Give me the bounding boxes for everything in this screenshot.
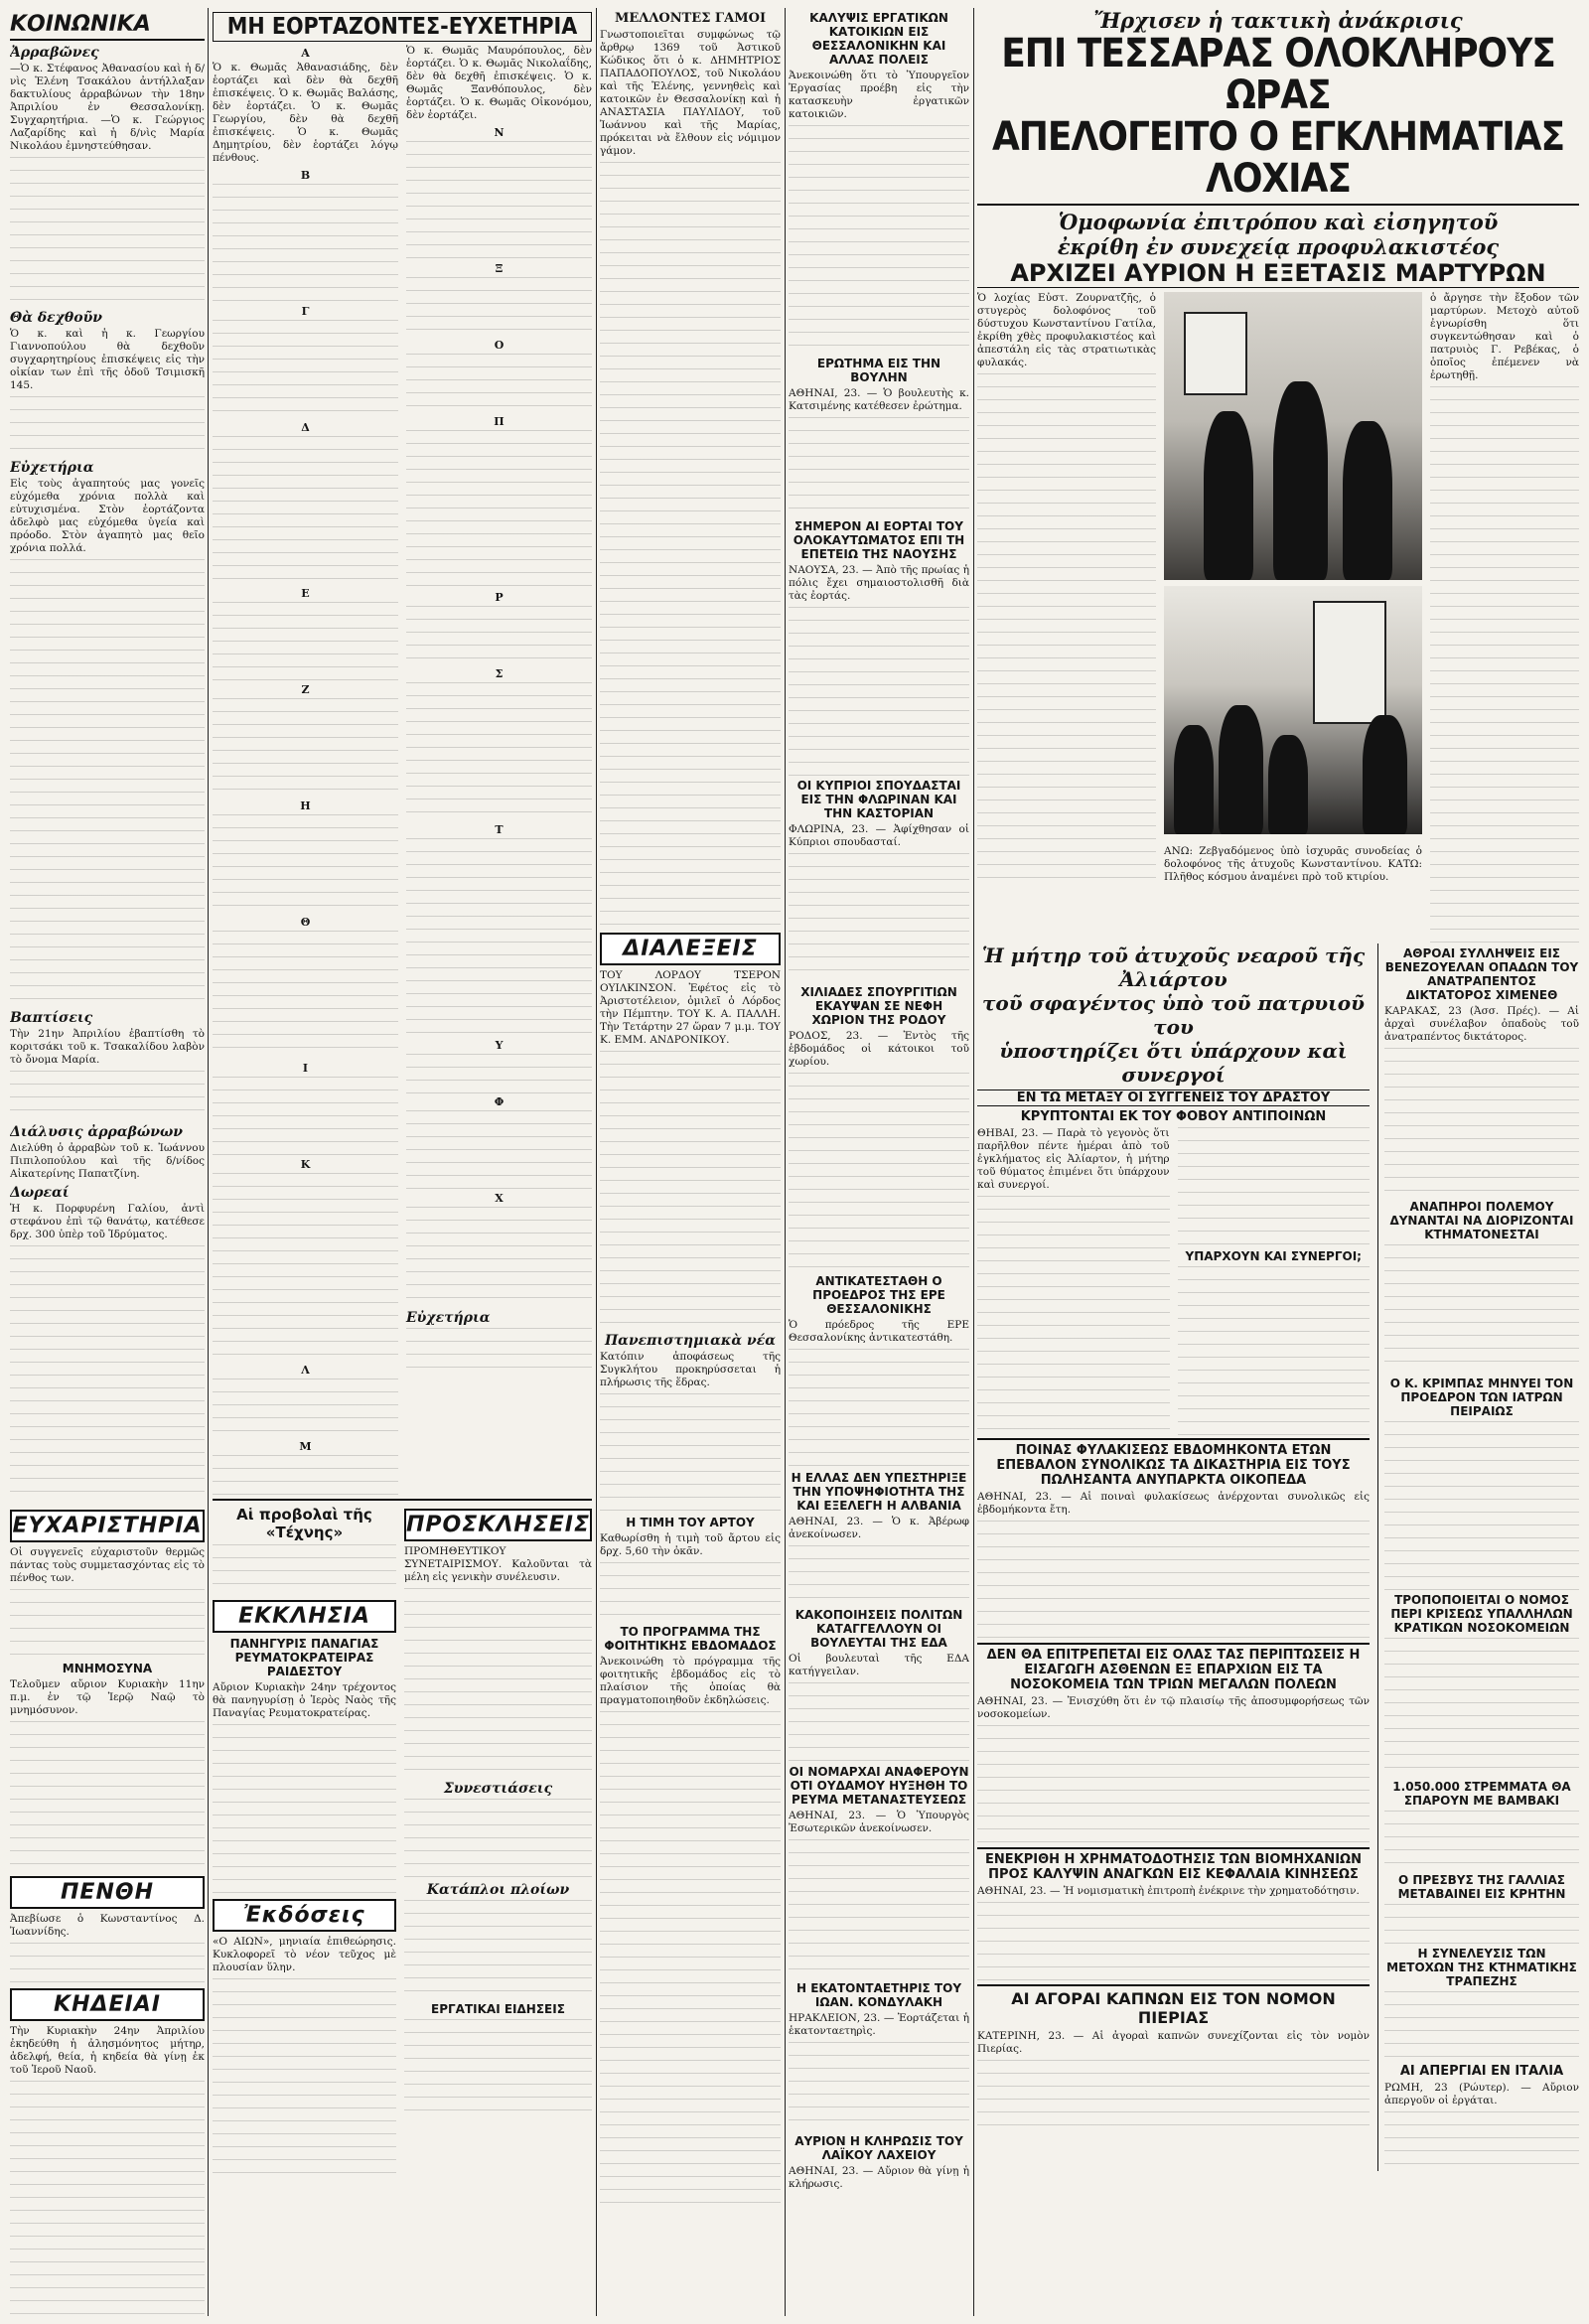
eux-text: Εἰς τοὺς ἀγαπητούς μας γονεῖς εὐχόμεθα χρόνια πολλὰ καὶ εὐτυχισμένα. Στὸν ἐορτάζοντα ἀδελφὸ μας εὐχόμεθα ὑγεία καὶ πρόοδο. Στὸν ἀγαπητὸ μας θεῖο χρόνια πολλά.	[10, 478, 205, 554]
text-block	[1384, 1048, 1579, 1197]
lottery-title: ΑΥΡΙΟΝ Η ΚΛΗΡΩΣΙΣ ΤΟΥ ΛΑΪΚΟΥ ΛΑΧΕΙΟΥ	[794, 2134, 963, 2162]
letter-heading: Φ	[494, 1095, 505, 1109]
letter-heading: Π	[494, 415, 505, 429]
text-block	[406, 1328, 592, 1368]
text-block	[10, 1071, 205, 1120]
text-block	[1384, 1421, 1579, 1590]
letter-heading: Μ	[299, 1440, 312, 1454]
publications-title: Ἐκδόσεις	[213, 1899, 396, 1932]
letter-heading: Ξ	[495, 262, 504, 276]
eux2-title: Εὐχετήρια	[406, 1310, 491, 1327]
text-block	[406, 277, 592, 337]
thanks-text: Οἱ συγγενεῖς εὐχαριστοῦν θερμῶς πάντας τοὺς συμμετασχόντας εἰς τὸ πένθος των.	[10, 1546, 205, 1584]
text-block	[404, 1900, 592, 1999]
question-title: ΕΡΩΤΗΜΑ ΕΙΣ ΤΗΝ ΒΟΥΛΗΝ	[816, 357, 941, 384]
lectures-title: ΔΙΑΛΕΞΕΙΣ	[600, 933, 781, 965]
nameday-right	[406, 45, 592, 1495]
text-block	[789, 1839, 969, 1978]
text-block	[10, 1589, 205, 1659]
engagements-text: —Ὁ κ. Στέφανος Ἀθανασίου καὶ ἡ δ/νὶς Ἑλένη Τσακάλου ἀντήλλαξαν δακτυλίους ἀρραβώνων τὴν 18ην Ἀπριλίου ἐν Θεσσαλονίκῃ. Συγχαρητήρια. —Ὁ κ. Γεώργιος Λαζαρίδης καὶ ἡ δ/νὶς Μαρία Νικολάου ἐμνηστεύθησαν.	[10, 63, 205, 152]
letter-heading: Β	[300, 169, 311, 183]
text-block	[404, 2019, 592, 2118]
text-block	[406, 141, 592, 260]
text-block	[977, 1725, 1370, 1844]
prefects-title: ΟΙ ΝΟΜΑΡΧΑΙ ΑΝΑΦΕΡΟΥΝ ΟΤΙ ΟΥΔΑΜΟΥ ΗΥΞΗΘΗ ΤΟ ΡΕΥΜΑ ΜΕΤΑΝΑΣΤΕΥΣΕΩΣ	[789, 1765, 969, 1807]
cypriot-text: ΦΛΩΡΙΝΑ, 23. — Ἀφίχθησαν οἱ Κύπριοι σπουδασταί.	[789, 823, 969, 848]
letter-heading: Ζ	[301, 683, 310, 697]
main-headline-2: ΑΠΕΛΟΓΕΙΤΟ Ο ΕΓΚΛΗΜΑΤΙΑΣ ΛΟΧΙΑΣ	[977, 116, 1579, 206]
text-block	[406, 838, 592, 1037]
text-block	[789, 853, 969, 982]
text-block	[406, 1110, 592, 1190]
text-block	[406, 430, 592, 589]
text-block	[600, 1393, 781, 1513]
accomplices-title: ΥΠΑΡΧΟΥΝ ΚΑΙ ΣΥΝΕΡΓΟΙ;	[1185, 1249, 1362, 1263]
memory-title: ΜΝΗΜΟΣΥΝΑ	[62, 1662, 153, 1675]
letter-heading: Ρ	[495, 591, 504, 605]
photo-figure	[1363, 715, 1407, 834]
breakup-text: Διελύθη ὁ ἀρραβὼν τοῦ κ. Ἰωάννου Πιπιλοπούλου καὶ τῆς δ/νίδος Αἰκατερίνης Παπατζίνη.	[10, 1142, 205, 1180]
text-block	[600, 1711, 781, 2208]
column-rule	[208, 8, 209, 2316]
column-news	[789, 8, 969, 2316]
text-block	[1178, 1127, 1371, 1246]
text-block	[404, 1588, 592, 1777]
column-rule	[596, 8, 597, 2316]
prison-title: ΠΟΙΝΑΣ ΦΥΛΑΚΙΣΕΩΣ ΕΒΔΟΜΗΚΟΝΤΑ ΕΤΩΝ ΕΠΕΒΑΛΟΝ ΣΥΝΟΛΙΚΩΣ ΤΑ ΔΙΚΑΣΤΗΡΙΑ ΕΙΣ ΤΟΥΣ ΠΩΛΗΣΑΝΤΑ ΑΝΥΠΑΡΚΤΑ ΟΙΚΟΠΕΔΑ	[977, 1438, 1370, 1488]
column-rule	[785, 8, 786, 2316]
text-block	[1384, 1638, 1579, 1777]
church-title: ΕΚΚΛΗΣΙΑ	[213, 1600, 396, 1633]
prison-text: ΑΘΗΝΑΙ, 23. — Αἱ ποιναὶ φυλακίσεως ἀνέρχονται συνολικῶς εἰς ἑβδομήκοντα ἔτη.	[977, 1491, 1370, 1516]
text-block	[213, 931, 398, 1060]
text-block	[1178, 1266, 1371, 1435]
program-text: Ἀνεκοινώθη τὸ πρόγραμμα τῆς φοιτητικῆς ἑβδομάδος εἰς τὸ πλαίσιον τῆς ὁποίας θὰ πραγματοποιηθοῦν ἐκδηλώσεις.	[600, 1655, 781, 1706]
mother-title-3: ὑποστηρίζει ὅτι ὑπάρχουν καὶ συνεργοί	[999, 1039, 1348, 1087]
text-block	[10, 396, 205, 456]
text-block	[789, 2042, 969, 2131]
col2-lower	[213, 1499, 592, 2177]
text-block	[213, 436, 398, 585]
main-headline-1: ΕΠΙ ΤΕΣΣΑΡΑΣ ΟΛΟΚΛΗΡΟΥΣ ΩΡΑΣ	[1001, 31, 1555, 118]
projections-title: Αἱ προβολαὶ τῆς «Τέχνης»	[236, 1506, 372, 1542]
mother-text: ΘΗΒΑΙ, 23. — Παρὰ τὸ γεγονὸς ὅτι παρῆλθον πέντε ἡμέραι ἀπὸ τοῦ ἐγκλήματος εἰς Ἀλίαρτον, ἡ μήτηρ τοῦ θύματος ἐπιμένει ὅτι ὑπάρχουν καὶ συνεργοί.	[977, 1127, 1170, 1191]
calls-title: ΠΡΟΣΚΛΗΣΕΙΣ	[404, 1509, 592, 1541]
text-block	[213, 1978, 396, 2177]
publications-text: «Ο ΑΙΩΝ», μηνιαία ἐπιθεώρησις. Κυκλοφορεῖ τὸ νέον τεῦχος μὲ πλουσίαν ὕλην.	[213, 1936, 396, 1974]
text-block	[977, 1902, 1370, 1981]
arrivals-title: Κατάπλοι πλοίων	[426, 1882, 570, 1899]
letter-heading: Ε	[301, 587, 310, 601]
tobacco-title: ΑΙ ΑΓΟΡΑΙ ΚΑΠΝΩΝ ΕΙΣ ΤΟΝ ΝΟΜΟΝ ΠΙΕΡΙΑΣ	[977, 1984, 1370, 2027]
photo-figure	[1204, 411, 1253, 580]
text-block	[977, 1196, 1170, 1434]
citizens-text: Οἱ βουλευταὶ τῆς ΕΔΑ κατήγγειλαν.	[789, 1653, 969, 1677]
lower-right	[1377, 944, 1579, 2171]
photo-figure	[1219, 705, 1263, 834]
gifts-title: Δωρεαί	[10, 1185, 70, 1201]
text-block	[213, 320, 398, 419]
rhodes-text: ΡΟΔΟΣ, 23. — Ἐντὸς τῆς ἑβδομάδος οἱ κάτοικοι τοῦ χωρίου.	[789, 1030, 969, 1068]
gifts-text: Ἡ κ. Πορφυρένη Γαλίου, ἀντὶ στεφάνου ἐπὶ τῷ θανάτῳ, κατέθεσε δρχ. 300 ὑπὲρ τοῦ Ἱδρύματος.	[10, 1203, 205, 1240]
text-block	[213, 1077, 398, 1156]
italy-text: ΡΩΜΗ, 23 (Ρώυτερ). — Αὔριον ἀπεργοῦν οἱ ἐργάται.	[1384, 2082, 1579, 2106]
war-title: ΑΝΑΠΗΡΟΙ ΠΟΛΕΜΟΥ ΔΥΝΑΝΤΑΙ ΝΑ ΔΙΟΡΙΖΟΝΤΑΙ ΚΤΗΜΑΤΟΝΕΣΤΑΙ	[1389, 1200, 1574, 1241]
funeral-title: ΚΗΔΕΙΑΙ	[10, 1988, 205, 2021]
industry-text: ΑΘΗΝΑΙ, 23. — Ἡ νομισματικὴ ἐπιτροπὴ ἐνέκρινε τὴν χρηματοδότησιν.	[977, 1885, 1360, 1897]
meetings-title: Συνεστιάσεις	[443, 1781, 553, 1798]
column-weddings	[600, 8, 781, 2316]
program-title: ΤΟ ΠΡΟΓΡΑΜΜΑ ΤΗΣ ΦΟΙΤΗΤΙΚΗΣ ΕΒΔΟΜΑΔΟΣ	[604, 1624, 777, 1653]
photo-arrest	[1164, 292, 1422, 580]
photo-figure	[1174, 725, 1214, 834]
text-block	[789, 1073, 969, 1271]
letter-heading: Χ	[495, 1192, 504, 1206]
lectures-text: ΤΟΥ ΛΟΡΔΟΥ ΤΣΕΡΟΝ ΟΥΙΛΚΙΝΣΟΝ. Ἐφέτος εἰς τὸ Ἀριστοτέλειον, ὁμιλεῖ ὁ Λόρδος τὴν Πέμπτην. ΤΟΥ Κ. Α. ΠΑΛΛΗ. Τὴν Τετάρτην 27 ὥραν 7 μ.μ. ΤΟΥ Κ. ΕΜΜ. ΑΝΔΡΟΝΙΚΟΥ.	[600, 968, 781, 1046]
column-nameday	[213, 8, 592, 2316]
main-left-paragraph: Ὁ λοχίας Εὐστ. Ζουρνατζῆς, ὁ στυγερὸς δολοφόνος τοῦ δύστυχου Κωνσταντίνου Γατίλα, ἐκρίθη χθὲς προφυλακιστέος καὶ ἀπεστάλη εἰς τὰς στρατιωτικὰς φυλακάς.	[977, 292, 1156, 368]
photo-figure	[1268, 735, 1308, 834]
weddings-text: Γνωστοποιεῖται συμφώνως τῷ ἄρθρῳ 1369 τοῦ Ἀστικοῦ Κώδικος ὅτι ὁ κ. ΔΗΜΗΤΡΙΟΣ ΠΑΠΑΔΟΠΟΥΛΟΣ, τοῦ Νικολάου καὶ τῆς Ἑλένης, γεννηθεὶς καὶ κατοικῶν ἐν Θεσσαλονίκῃ καὶ ἡ ΑΝΑΣΤΑΣΙΑ ΠΑΥΛΙΔΟΥ, τοῦ Ἰωάννου καὶ τῆς Μαρίας, πρόκειται νὰ ἔλθουν εἰς νόμιμον γάμον.	[600, 28, 781, 157]
replaced-text: Ὁ πρόεδρος τῆς ΕΡΕ Θεσσαλονίκης ἀντικατεστάθη.	[789, 1319, 969, 1344]
main-sub-1: Ὁμοφωνία ἐπιτρόπου καὶ εἰσηγητοῦ	[1058, 210, 1499, 234]
letter-heading: Ο	[494, 339, 505, 353]
letter-heading: Α	[301, 47, 310, 61]
baptism-text: Τὴν 21ην Ἀπριλίου ἐβαπτίσθη τὸ κοριτσάκι τοῦ κ. Τσακαλίδου λαβὸν τὸ ὄνομα Μαρία.	[10, 1028, 205, 1066]
greece-text: ΑΘΗΝΑΙ, 23. — Ὁ κ. Ἀβέρωφ ἀνεκοίνωσεν.	[789, 1516, 969, 1540]
holocaust-title: ΣΗΜΕΡΟΝ ΑΙ ΕΟΡΤΑΙ ΤΟΥ ΟΛΟΚΑΥΤΩΜΑΤΟΣ ΕΠΙ ΤΗ ΕΠΕΤΕΙΩ ΤΗΣ ΝΑΟΥΣΗΣ	[793, 519, 965, 561]
cotton-title: 1.050.000 ΣΤΡΕΜΜΑΤΑ ΘΑ ΣΠΑΡΟΥΝ ΜΕ ΒΑΜΒΑΚΙ	[1392, 1780, 1571, 1808]
text-block	[10, 1721, 205, 1870]
text-block	[213, 1724, 396, 1893]
letter-heading: Λ	[301, 1364, 310, 1378]
text-block	[213, 1173, 398, 1362]
text-block	[1384, 1811, 1579, 1870]
greece-title: Η ΕΛΛΑΣ ΔΕΝ ΥΠΕΣΤΗΡΙΞΕ ΤΗΝ ΥΠΟΨΗΦΙΟΤΗΤΑ ΤΗΣ ΚΑΙ ΕΞΕΛΕΓΗ Η ΑΛΒΑΝΙΑ	[791, 1471, 967, 1513]
text-block	[213, 1455, 398, 1495]
text-block	[406, 1054, 592, 1093]
text-block	[1430, 386, 1579, 943]
cypriot-title: ΟΙ ΚΥΠΡΙΟΙ ΣΠΟΥΔΑΣΤΑΙ ΕΙΣ ΤΗΝ ΦΛΩΡΙΝΑΝ ΚΑΙ ΤΗΝ ΚΑΣΤΟΡΙΑΝ	[796, 779, 961, 820]
nameday-left	[213, 45, 398, 1495]
grief-text: Ἀπεβίωσε ὁ Κωνσταντίνος Δ. Ἰωαννίδης.	[10, 1913, 205, 1938]
text-block	[213, 1379, 398, 1438]
mother-col-left	[977, 1127, 1170, 1435]
venezuela-title: ΑΘΡΟΑΙ ΣΥΛΛΗΨΕΙΣ ΕΙΣ ΒΕΝΕΖΟΥΕΛΑΝ ΟΠΑΔΩΝ ΤΟΥ ΑΝΑΤΡΑΠΕΝΤΟΣ ΔΙΚΤΑΤΟΡΟΣ ΧΙΜΕΝΕΘ	[1384, 946, 1579, 1002]
text-block	[789, 607, 969, 776]
lower-left	[977, 944, 1370, 2171]
main-kicker: Ἤρχισεν ἡ τακτικὴ ἀνάκρισις	[1093, 8, 1463, 33]
bank-title: Η ΣΥΝΕΛΕΥΣΙΣ ΤΩΝ ΜΕΤΟΧΩΝ ΤΗΣ ΚΤΗΜΑΤΙΚΗΣ ΤΡΑΠΕΖΗΣ	[1386, 1947, 1577, 1988]
column-main	[977, 8, 1579, 2316]
letter-heading: Γ	[301, 305, 310, 319]
text-block	[10, 2081, 205, 2316]
mother-title-2: τοῦ σφαγέντος ὑπὸ τοῦ πατρυιοῦ του	[981, 991, 1366, 1039]
text-block	[789, 417, 969, 516]
text-block	[977, 2060, 1370, 2129]
letter-heading: Θ	[300, 916, 311, 930]
column-rule	[973, 8, 974, 2316]
text-block	[213, 1544, 396, 1594]
letter-heading: Κ	[300, 1158, 311, 1172]
wish-text: Ὁ κ. καὶ ἡ κ. Γεωργίου Γιαννοπούλου θὰ δεχθοῦν συγχαρητηρίους ἐπισκέψεις εἰς τὴν οἰκίαν των ἐπὶ τῆς ὁδοῦ Τσιμισκῆ 145.	[10, 328, 205, 391]
citizens-title: ΚΑΚΟΠΟΙΗΣΕΙΣ ΠΟΛΙΤΩΝ ΚΑΤΑΓΓΕΛΛΟΥΝ ΟΙ ΒΟΥΛΕΥΤΑΙ ΤΗΣ ΕΔΑ	[794, 1608, 963, 1650]
text-block	[213, 698, 398, 798]
photo-window	[1184, 312, 1247, 395]
grief-title: ΠΕΝΘΗ	[10, 1876, 205, 1909]
eux-title: Εὐχετήρια	[10, 460, 94, 476]
letter-heading: Ν	[494, 126, 505, 140]
memory-text: Τελοῦμεν αὔριον Κυριακὴν 11ην π.μ. ἐν τῷ Ἱερῷ Ναῷ τὸ μνημόσυνον.	[10, 1678, 205, 1716]
venezuela-text: ΚΑΡΑΚΑΣ, 23 (Ἀσσ. Πρές). — Αἱ ἀρχαὶ συνέλαβον ὀπαδοὺς τοῦ ἀνατραπέντος δικτάτορος.	[1384, 1005, 1579, 1043]
rhodes-title: ΧΙΛΙΑΔΕΣ ΣΠΟΥΡΓΙΤΙΩΝ ΕΚΑΥΨΑΝ ΣΕ ΝΕΦΗ ΧΩΡΙΟΝ ΤΗΣ ΡΟΔΟΥ	[800, 985, 957, 1027]
housing-text: Ἀνεκοινώθη ὅτι τὸ Ὑπουργεῖον Ἐργασίας προέβη εἰς τὴν κατασκευὴν ἐργατικῶν κατοικιῶν.	[789, 70, 969, 120]
text-block	[1384, 2111, 1579, 2171]
letter-heading: Υ	[495, 1039, 504, 1053]
century-text: ΗΡΑΚΛΕΙΟΝ, 23. — Ἑορτάζεται ἡ ἑκατονταετηρὶς.	[789, 2012, 969, 2037]
holocaust-text: ΝΑΟΥΣΑ, 23. — Ἀπὸ τῆς πρωίας ἡ πόλις ἔχει σημαιοστολισθῆ διὰ τὰς ἐορτάς.	[789, 564, 969, 602]
tobacco-text: ΚΑΤΕΡΙΝΗ, 23. — Αἱ ἀγοραὶ καπνῶν συνεχίζονται εἰς τὸν νομὸν Πιερίας.	[977, 2030, 1370, 2055]
nameday-lists	[213, 45, 592, 1495]
calls-text: ΠΡΟΜΗΘΕΥΤΙΚΟΥ ΣΥΝΕΤΑΙΡΙΣΜΟΥ. Καλοῦνται τὰ μέλη εἰς γενικὴν συνέλευσιν.	[403, 1545, 592, 1584]
main-right-text	[1430, 292, 1579, 938]
text-block	[789, 125, 969, 354]
mother-sub-2: ΚΡΥΠΤΟΝΤΑΙ ΕΚ ΤΟΥ ΦΟΒΟΥ ΑΝΤΙΠΟΙΝΩΝ	[1020, 1109, 1327, 1124]
price-title: Η ΤΙΜΗ ΤΟΥ ΑΡΤΟΥ	[626, 1515, 755, 1529]
main-story-body	[977, 292, 1579, 938]
funeral-text: Τὴν Κυριακὴν 24ην Ἀπριλίου ἐκηδεύθη ἡ ἀλησμόνητος μήτηρ, ἀδελφή, θεία, ἡ κηδεία θὰ γίνῃ ἐκ τοῦ Ἱεροῦ Ναοῦ.	[10, 2025, 205, 2076]
text-block	[789, 1349, 969, 1468]
price-text: Καθωρίσθη ἡ τιμὴ τοῦ ἄρτου εἰς δρχ. 5,60 τὴν ὀκᾶν.	[600, 1531, 781, 1557]
church-sub: ΠΑΝΗΓΥΡΙΣ ΠΑΝΑΓΙΑΣ ΡΕΥΜΑΤΟΚΡΑΤΕΙΡΑΣ ΡΑΙΔΕΣΤΟΥ	[229, 1637, 379, 1679]
text-block	[213, 814, 398, 914]
nameday-left-text: Ὁ κ. Θωμᾶς Ἀθανασιάδης, δὲν ἑορτάζει καὶ δὲν θὰ δεχθῆ ἐπισκέψεις. Ὁ κ. Θωμᾶς Βαλάσης, δὲν ἑορτάζει. Ὁ κ. Θωμᾶς Γεωργίου, δὲν θὰ δεχθῆ ἐπισκέψεις. Ὁ κ. Θωμᾶς Δημητρίου, δὲν ἑορτάζει λόγῳ πένθους.	[213, 62, 398, 165]
text-block	[600, 162, 781, 927]
krimpas-title: Ο Κ. ΚΡΙΜΠΑΣ ΜΗΝΥΕΙ ΤΟΝ ΠΡΟΕΔΡΟΝ ΤΩΝ ΙΑΤΡΩΝ ΠΕΙΡΑΙΩΣ	[1389, 1377, 1574, 1418]
univ-text: Κατόπιν ἀποφάσεως τῆς Συγκλήτου προκηρύσσεται ἡ πλήρωσις τῆς ἕδρας.	[600, 1350, 781, 1388]
column-social	[10, 8, 205, 2316]
col2-lower-left	[213, 1503, 396, 2177]
workers-title: ΕΡΓΑΤΙΚΑΙ ΕΙΔΗΣΕΙΣ	[431, 2002, 565, 2017]
italy-title: ΑΙ ΑΠΕΡΓΙΑΙ ΕΝ ΙΤΑΛΙΑ	[1399, 2064, 1564, 2079]
text-block	[406, 1207, 592, 1306]
text-block	[213, 602, 398, 681]
main-right-paragraph: ὁ ἄργησε τὴν ἔξοδον τῶν μαρτύρων. Μετοχὸ αὐτοῦ ἐγνωρίσθη ὅτι συγκεντώθησαν καὶ ὁ πατρυιὸς Γ. Ρεβέκας, ὁ ὁποῖος ἐπέμενεν νὰ ἐρωτηθῇ.	[1430, 292, 1579, 381]
housing-title: ΚΑΛΥΨΙΣ ΕΡΓΑΤΙΚΩΝ ΚΑΤΟΙΚΙΩΝ ΕΙΣ ΘΕΣΣΑΛΟΝΙΚΗΝ ΚΑΙ ΑΛΛΑΣ ΠΟΛΕΙΣ	[809, 11, 948, 67]
lottery-text: ΑΘΗΝΑΙ, 23. — Αὔριον θὰ γίνῃ ἡ κλήρωσις.	[789, 2165, 969, 2190]
mother-sub-1: ΕΝ ΤΩ ΜΕΤΑΞΥ ΟΙ ΣΥΓΓΕΝΕΙΣ ΤΟΥ ΔΡΑΣΤΟΥ	[977, 1089, 1370, 1106]
photo-caption: ΑΝΩ: Ζεβγαδόμενος ὑπὸ ἰσχυρᾶς συνοδείας ὁ δολοφόνος τῆς ἀτυχοῦς Κωνσταντίνου. ΚΑΤΩ: Πλῆθος κόσμου ἀναμένει πρὸ τοῦ κτιρίου.	[1164, 844, 1422, 883]
patients-title: ΔΕΝ ΘΑ ΕΠΙΤΡΕΠΕΤΑΙ ΕΙΣ ΟΛΑΣ ΤΑΣ ΠΕΡΙΠΤΩΣΕΙΣ Η ΕΙΣΑΓΩΓΗ ΑΣΘΕΝΩΝ ΕΞ ΕΠΑΡΧΙΩΝ ΕΙΣ ΤΑ ΝΟΣΟΚΟΜΕΙΑ ΤΩΝ ΤΡΙΩΝ ΜΕΓΑΛΩΝ ΠΟΛΕΩΝ	[977, 1643, 1370, 1692]
letter-heading: Η	[300, 799, 311, 813]
text-block	[600, 1051, 781, 1329]
wish-title: Θὰ δεχθοῦν	[10, 310, 103, 326]
breakup-title: Διάλυσις ἀρραβώνων	[10, 1124, 183, 1140]
text-block	[977, 1521, 1370, 1640]
main-sub-2: ἐκρίθη ἐν συνεχείᾳ προφυλακιστέος	[1057, 234, 1500, 259]
question-text: ΑΘΗΝΑΙ, 23. — Ὁ βουλευτὴς κ. Κατσιμένης κατέθεσεν ἐρώτημα.	[789, 387, 969, 412]
text-block	[404, 1799, 592, 1878]
text-block	[10, 1245, 205, 1504]
text-block	[1384, 1991, 1579, 2061]
main-sub-3: ΑΡΧΙΖΕΙ ΑΥΡΙΟΝ Η ΕΞΕΤΑΣΙΣ ΜΑΡΤΥΡΩΝ	[977, 259, 1579, 288]
industry-title: ΕΝΕΚΡΙΘΗ Η ΧΡΗΜΑΤΟΔΟΤΗΣΙΣ ΤΩΝ ΒΙΟΜΗΧΑΝΙΩΝ ΠΡΟΣ ΚΑΛΥΨΙΝ ΑΝΑΓΚΩΝ ΕΙΣ ΚΕΦΑΛΑΙΑ ΚΙΝΗΣΕΩΣ	[977, 1847, 1370, 1882]
thanks-title: ΕΥΧΑΡΙΣΤΗΡΙΑ	[10, 1510, 205, 1542]
main-left-text	[977, 292, 1156, 938]
text-block	[789, 1545, 969, 1605]
patients-text: ΑΘΗΝΑΙ, 23. — Ἐνισχύθη ὅτι ἐν τῷ πλαισίῳ τῆς ἀποσυμφορήσεως τῶν νοσοκομείων.	[977, 1695, 1370, 1720]
weddings-title: ΜΕΛΛΟΝΤΕΣ ΓΑΜΟΙ	[614, 11, 767, 26]
text-block	[10, 559, 205, 1006]
prefects-text: ΑΘΗΝΑΙ, 23. — Ὁ Ὑπουργὸς Ἐσωτερικῶν ἀνεκοίνωσεν.	[789, 1810, 969, 1834]
letter-heading: Ι	[302, 1062, 309, 1076]
mother-title-1: Ἡ μήτηρ τοῦ ἀτυχοῦς νεαροῦ τῆς Ἀλιάρτου	[981, 944, 1366, 991]
text-block	[977, 373, 1156, 890]
text-block	[789, 1682, 969, 1762]
engagements-title: Ἀρραβῶνες	[10, 45, 99, 61]
photo-figure	[1343, 421, 1392, 580]
baptism-title: Βαπτίσεις	[10, 1010, 93, 1026]
text-block	[600, 1562, 781, 1622]
text-block	[10, 1943, 205, 1982]
nameday-right-text: Ὁ κ. Θωμᾶς Μαυρόπουλος, δὲν ἑορτάζει. Ὁ κ. Θωμᾶς Νικολαΐδης, δὲν θὰ δεχθῆ ἐπισκέψεις. Ὁ κ. Θωμᾶς Ξανθόπουλος, δὲν ἑορτάζει. Ὁ κ. Θωμᾶς Οἰκονόμου, δὲν ἑορτάζει.	[406, 45, 592, 122]
text-block	[406, 682, 592, 821]
text-block	[1384, 1244, 1579, 1374]
social-title: ΚΟΙΝΩΝΙΚΑ	[10, 10, 205, 41]
mother-body	[977, 1127, 1370, 1435]
nameday-title: ΜΗ ΕΟΡΤΑΖΟΝΤΕΣ-ΕΥΧΕΤΗΡΙΑ	[213, 12, 592, 42]
text-block	[10, 157, 205, 306]
text-block	[1384, 1904, 1579, 1944]
photo-crowd	[1164, 586, 1422, 834]
lower-section	[977, 944, 1579, 2171]
photo-doorway	[1313, 601, 1386, 724]
photo-figure	[1273, 381, 1328, 580]
france-title: Ο ΠΡΕΣΒΥΣ ΤΗΣ ΓΑΛΛΙΑΣ ΜΕΤΑΒΑΙΝΕΙ ΕΙΣ ΚΡΗΤΗΝ	[1397, 1873, 1566, 1901]
church-text: Αὔριον Κυριακὴν 24ην τρέχοντος θὰ πανηγυρίσῃ ὁ Ἱερὸς Ναὸς τῆς Παναγίας Ρευματοκρατείρας.	[213, 1681, 396, 1720]
century-title: Η ΕΚΑΤΟΝΤΑΕΤΗΡΙΣ ΤΟΥ ΙΩΑΝ. ΚΟΝΔΥΛΑΚΗ	[795, 1981, 962, 2009]
letter-heading: Σ	[495, 667, 504, 681]
text-block	[213, 184, 398, 303]
mother-col-right	[1178, 1127, 1371, 1435]
replaced-title: ΑΝΤΙΚΑΤΕΣΤΑΘΗ Ο ΠΡΟΕΔΡΟΣ ΤΗΣ ΕΡΕ ΘΕΣΣΑΛΟΝΙΚΗΣ	[812, 1274, 945, 1316]
univ-title: Πανεπιστημιακὰ νέα	[604, 1332, 777, 1349]
text-block	[406, 606, 592, 665]
letter-heading: Δ	[301, 421, 310, 435]
col2-lower-right	[404, 1503, 592, 2177]
hospital-title: ΤΡΟΠΟΠΟΙΕΙΤΑΙ Ο ΝΟΜΟΣ ΠΕΡΙ ΚΡΙΣΕΩΣ ΥΠΑΛΛΗΛΩΝ ΚΡΑΤΙΚΩΝ ΝΟΣΟΚΟΜΕΙΩΝ	[1390, 1593, 1573, 1635]
text-block	[406, 354, 592, 413]
main-photo-area	[1164, 292, 1422, 938]
letter-heading: Τ	[495, 823, 504, 837]
